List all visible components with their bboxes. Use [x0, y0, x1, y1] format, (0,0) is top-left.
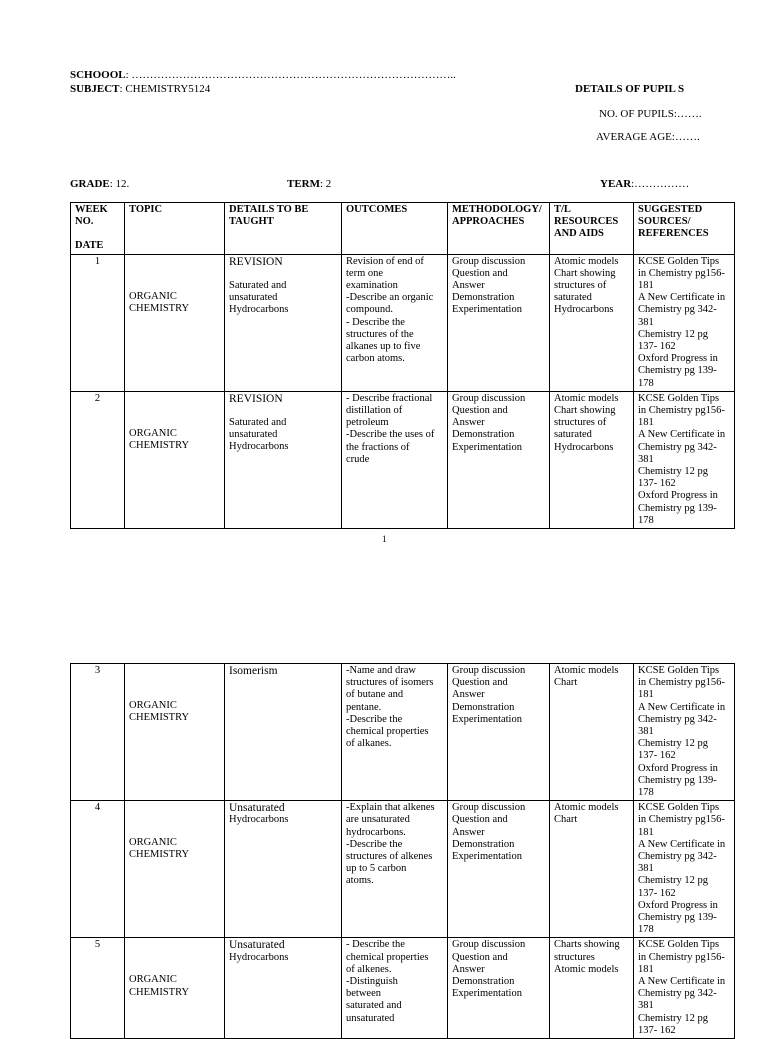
- scheme-table-page-2: [70, 663, 735, 1039]
- outcome-line: petroleum: [346, 417, 389, 429]
- methodology-cell: [448, 254, 550, 391]
- details-cell: [225, 391, 342, 528]
- grade-label: GRADE: [70, 178, 110, 190]
- source-line: Chemistry 12 pg: [638, 738, 708, 750]
- topic-line: ORGANIC: [129, 837, 177, 849]
- source-line: Chemistry 12 pg: [638, 328, 708, 340]
- source-line: Chemistry 12 pg: [638, 466, 708, 478]
- source-line: in Chemistry pg156-: [638, 951, 725, 963]
- school-line: [70, 69, 456, 81]
- source-line: KCSE Golden Tips: [638, 255, 720, 267]
- methodology-cell: [448, 391, 550, 528]
- sources-cell: [634, 801, 735, 938]
- outcome-line: - Describe fractional: [346, 392, 433, 404]
- outcome-line: the fractions of: [346, 441, 410, 453]
- outcome-line: examination: [346, 280, 398, 292]
- topic-line: CHEMISTRY: [129, 986, 190, 998]
- details-title: REVISION: [229, 392, 283, 405]
- outcome-line: -Distinguish: [346, 976, 398, 988]
- methodology-line: Group discussion: [452, 392, 526, 404]
- topic-line: ORGANIC: [129, 974, 177, 986]
- outcome-line: -Explain that alkenes: [346, 802, 435, 814]
- methodology-line: Answer: [452, 280, 485, 292]
- source-line: 181: [638, 826, 654, 838]
- source-line: 181: [638, 417, 654, 429]
- outcome-line: chemical properties: [346, 726, 429, 738]
- source-line: KCSE Golden Tips: [638, 665, 720, 676]
- details-line: Hydrocarbons: [229, 441, 289, 453]
- outcome-line: structures of isomers: [346, 677, 434, 689]
- topic-line: ORGANIC: [129, 700, 177, 711]
- source-line: Oxford Progress in: [638, 353, 718, 365]
- source-line: 381: [638, 453, 654, 465]
- details-title: Unsaturated: [229, 802, 285, 815]
- resource-line: Charts showing: [554, 939, 620, 951]
- col-resources-header: T/L RESOURCES AND AIDS: [550, 203, 634, 255]
- resource-line: Chart showing: [554, 405, 616, 417]
- subject-label: SUBJECT: [70, 83, 120, 95]
- source-line: A New Certificate in: [638, 292, 726, 304]
- resource-line: structures: [554, 951, 595, 963]
- average-age: AVERAGE AGE:…….: [596, 131, 700, 143]
- methodology-line: Demonstration: [452, 292, 515, 304]
- methodology-line: Question and: [452, 951, 508, 963]
- year-value: :……………: [631, 178, 690, 190]
- topic-line: CHEMISTRY: [129, 440, 190, 452]
- methodology-line: Group discussion: [452, 802, 526, 814]
- source-line: Oxford Progress in: [638, 899, 718, 911]
- outcome-line: carbon atoms.: [346, 353, 405, 365]
- topic-cell: [125, 664, 225, 801]
- resource-line: Hydrocarbons: [554, 441, 614, 453]
- topic-line: ORGANIC: [129, 427, 177, 439]
- sources-cell: [634, 254, 735, 391]
- source-line: 137- 162: [638, 341, 676, 353]
- methodology-line: Group discussion: [452, 939, 526, 951]
- col-topic-header: TOPIC: [125, 203, 225, 255]
- sources-cell: [634, 664, 735, 801]
- topic-line: ORGANIC: [129, 290, 177, 302]
- outcome-line: of butane and: [346, 689, 404, 701]
- topic-line: CHEMISTRY: [129, 849, 190, 861]
- table-row: [71, 801, 735, 938]
- source-line: Chemistry pg 139-: [638, 365, 717, 377]
- methodology-line: Answer: [452, 826, 485, 838]
- grade-line: [70, 178, 129, 190]
- resource-line: structures of: [554, 417, 607, 429]
- outcomes-cell: [342, 801, 448, 938]
- topic-line: CHEMISTRY: [129, 302, 190, 314]
- source-line: 381: [638, 316, 654, 328]
- details-line: Hydrocarbons: [229, 304, 289, 316]
- outcome-line: between: [346, 988, 381, 1000]
- source-line: in Chemistry pg156-: [638, 267, 725, 279]
- outcome-line: -Name and draw: [346, 665, 416, 676]
- details-line: Hydrocarbons: [229, 951, 289, 963]
- outcome-line: are unsaturated: [346, 814, 410, 826]
- source-line: 381: [638, 726, 654, 738]
- source-line: Oxford Progress in: [638, 762, 718, 774]
- outcome-line: -Describe the: [346, 713, 403, 725]
- resource-line: Atomic models: [554, 802, 619, 814]
- methodology-line: Demonstration: [452, 429, 515, 441]
- methodology-line: Question and: [452, 814, 508, 826]
- subject-value: : CHEMISTRY5124: [119, 83, 211, 95]
- resource-line: saturated: [554, 292, 592, 304]
- outcomes-cell: [342, 664, 448, 801]
- outcome-line: up to 5 carbon: [346, 863, 407, 875]
- resource-line: Atomic models: [554, 665, 619, 676]
- week-number: 1: [71, 254, 125, 391]
- details-line: Saturated and: [229, 279, 287, 291]
- details-line: Saturated and: [229, 417, 287, 429]
- page-number: 1: [382, 534, 387, 544]
- outcome-line: of alkenes.: [346, 963, 392, 975]
- outcome-line: atoms.: [346, 875, 374, 887]
- outcome-line: - Describe the: [346, 316, 405, 328]
- details-line: unsaturated: [229, 292, 278, 304]
- table-row: [71, 664, 735, 801]
- methodology-line: Demonstration: [452, 976, 515, 988]
- year-label: YEAR: [600, 178, 632, 190]
- methodology-cell: [448, 801, 550, 938]
- source-line: 181: [638, 963, 654, 975]
- table-row: [71, 391, 735, 528]
- methodology-line: Answer: [452, 963, 485, 975]
- col-details-header: DETAILS TO BE TAUGHT: [225, 203, 342, 255]
- methodology-cell: [448, 664, 550, 801]
- methodology-line: Group discussion: [452, 665, 526, 676]
- grade-value: : 12.: [109, 178, 130, 190]
- outcome-line: structures of the: [346, 328, 414, 340]
- resource-line: Atomic models: [554, 255, 619, 267]
- week-number: 5: [71, 938, 125, 1039]
- year-line: [600, 178, 689, 190]
- resource-line: Chart: [554, 677, 578, 689]
- source-line: Oxford Progress in: [638, 490, 718, 502]
- pupil-details-heading: DETAILS OF PUPIL S: [575, 83, 685, 95]
- source-line: Chemistry pg 342-: [638, 304, 717, 316]
- source-line: A New Certificate in: [638, 838, 726, 850]
- outcomes-cell: [342, 391, 448, 528]
- source-line: A New Certificate in: [638, 429, 726, 441]
- methodology-line: Experimentation: [452, 304, 522, 316]
- resource-line: Chart: [554, 814, 578, 826]
- col-date-header: DATE: [75, 240, 104, 252]
- outcome-line: pentane.: [346, 701, 382, 713]
- source-line: 137- 162: [638, 887, 676, 899]
- methodology-line: Question and: [452, 405, 508, 417]
- topic-cell: [125, 254, 225, 391]
- resource-line: Hydrocarbons: [554, 304, 614, 316]
- details-title: Isomerism: [229, 665, 278, 677]
- source-line: 181: [638, 280, 654, 292]
- methodology-line: Answer: [452, 689, 485, 701]
- source-line: 137- 162: [638, 750, 676, 762]
- source-line: A New Certificate in: [638, 701, 726, 713]
- source-line: 137- 162: [638, 478, 676, 490]
- week-number: 4: [71, 801, 125, 938]
- source-line: 181: [638, 689, 654, 701]
- details-cell: [225, 664, 342, 801]
- details-cell: [225, 254, 342, 391]
- term-value: : 2: [320, 178, 332, 190]
- source-line: KCSE Golden Tips: [638, 802, 720, 814]
- resources-cell: [550, 801, 634, 938]
- week-number: 3: [71, 664, 125, 801]
- source-line: Chemistry pg 139-: [638, 912, 717, 924]
- methodology-line: Question and: [452, 267, 508, 279]
- source-line: in Chemistry pg156-: [638, 814, 725, 826]
- table-header-row: [71, 203, 735, 255]
- topic-cell: [125, 391, 225, 528]
- source-line: KCSE Golden Tips: [638, 939, 720, 951]
- source-line: Chemistry pg 342-: [638, 713, 717, 725]
- school-value: : ……………………………………………………………………………..: [125, 69, 456, 81]
- sources-cell: [634, 391, 735, 528]
- scheme-table-page-1: [70, 202, 735, 529]
- outcome-line: saturated and: [346, 1000, 402, 1012]
- details-title: Unsaturated: [229, 939, 285, 952]
- source-line: Chemistry 12 pg: [638, 1012, 708, 1024]
- source-line: KCSE Golden Tips: [638, 392, 720, 404]
- source-line: Chemistry pg 139-: [638, 502, 717, 514]
- school-label: SCHOOOL: [70, 69, 126, 81]
- col-outcomes-header: OUTCOMES: [342, 203, 448, 255]
- topic-line: CHEMISTRY: [129, 712, 190, 724]
- source-line: 381: [638, 863, 654, 875]
- methodology-line: Question and: [452, 677, 508, 689]
- source-line: 178: [638, 787, 654, 799]
- source-line: 178: [638, 377, 654, 389]
- outcome-line: of alkanes.: [346, 738, 392, 750]
- outcome-line: structures of alkenes: [346, 851, 433, 863]
- col-methodology-header: METHODOLOGY/ APPROACHES: [448, 203, 550, 255]
- outcome-line: chemical properties: [346, 951, 429, 963]
- source-line: Chemistry pg 342-: [638, 851, 717, 863]
- source-line: Chemistry pg 342-: [638, 988, 717, 1000]
- details-title: REVISION: [229, 255, 283, 268]
- outcome-line: crude: [346, 453, 370, 465]
- outcome-line: -Describe the uses of: [346, 429, 435, 441]
- resources-cell: [550, 254, 634, 391]
- source-line: Chemistry pg 342-: [638, 441, 717, 453]
- outcome-line: compound.: [346, 304, 393, 316]
- resource-line: saturated: [554, 429, 592, 441]
- details-cell: [225, 801, 342, 938]
- resources-cell: [550, 391, 634, 528]
- details-line: unsaturated: [229, 429, 278, 441]
- source-line: 137- 162: [638, 1024, 676, 1036]
- resource-line: Atomic models: [554, 963, 619, 975]
- source-line: A New Certificate in: [638, 976, 726, 988]
- col-sources-header: SUGGESTED SOURCES/ REFERENCES: [634, 203, 735, 255]
- methodology-line: Demonstration: [452, 701, 515, 713]
- methodology-line: Experimentation: [452, 851, 522, 863]
- resources-cell: [550, 664, 634, 801]
- outcome-line: term one: [346, 267, 384, 279]
- source-line: Chemistry 12 pg: [638, 875, 708, 887]
- resource-line: Chart showing: [554, 267, 616, 279]
- subject-line: [70, 83, 210, 95]
- methodology-line: Experimentation: [452, 441, 522, 453]
- source-line: Chemistry pg 139-: [638, 774, 717, 786]
- source-line: in Chemistry pg156-: [638, 677, 725, 689]
- outcome-line: unsaturated: [346, 1012, 395, 1024]
- methodology-line: Experimentation: [452, 713, 522, 725]
- outcome-line: hydrocarbons.: [346, 826, 406, 838]
- outcome-line: alkanes up to five: [346, 341, 421, 353]
- methodology-line: Experimentation: [452, 988, 522, 1000]
- term-label: TERM: [287, 178, 320, 190]
- outcome-line: - Describe the: [346, 939, 405, 951]
- outcome-line: Revision of end of: [346, 255, 424, 267]
- methodology-line: Demonstration: [452, 838, 515, 850]
- number-of-pupils: NO. OF PUPILS:…….: [599, 108, 702, 120]
- methodology-line: Answer: [452, 417, 485, 429]
- outcomes-cell: [342, 254, 448, 391]
- resource-line: structures of: [554, 280, 607, 292]
- week-number: 2: [71, 391, 125, 528]
- resource-line: Atomic models: [554, 392, 619, 404]
- topic-cell: [125, 801, 225, 938]
- source-line: in Chemistry pg156-: [638, 405, 725, 417]
- source-line: 381: [638, 1000, 654, 1012]
- table-row: [71, 254, 735, 391]
- methodology-line: Group discussion: [452, 255, 526, 267]
- outcome-line: -Describe the: [346, 838, 403, 850]
- source-line: 178: [638, 924, 654, 936]
- outcome-line: -Describe an organic: [346, 292, 434, 304]
- outcome-line: distillation of: [346, 405, 403, 417]
- source-line: 178: [638, 514, 654, 526]
- details-line: Hydrocarbons: [229, 814, 289, 826]
- term-line: [287, 178, 331, 190]
- col-week-header: WEEK NO. DATE: [71, 203, 125, 255]
